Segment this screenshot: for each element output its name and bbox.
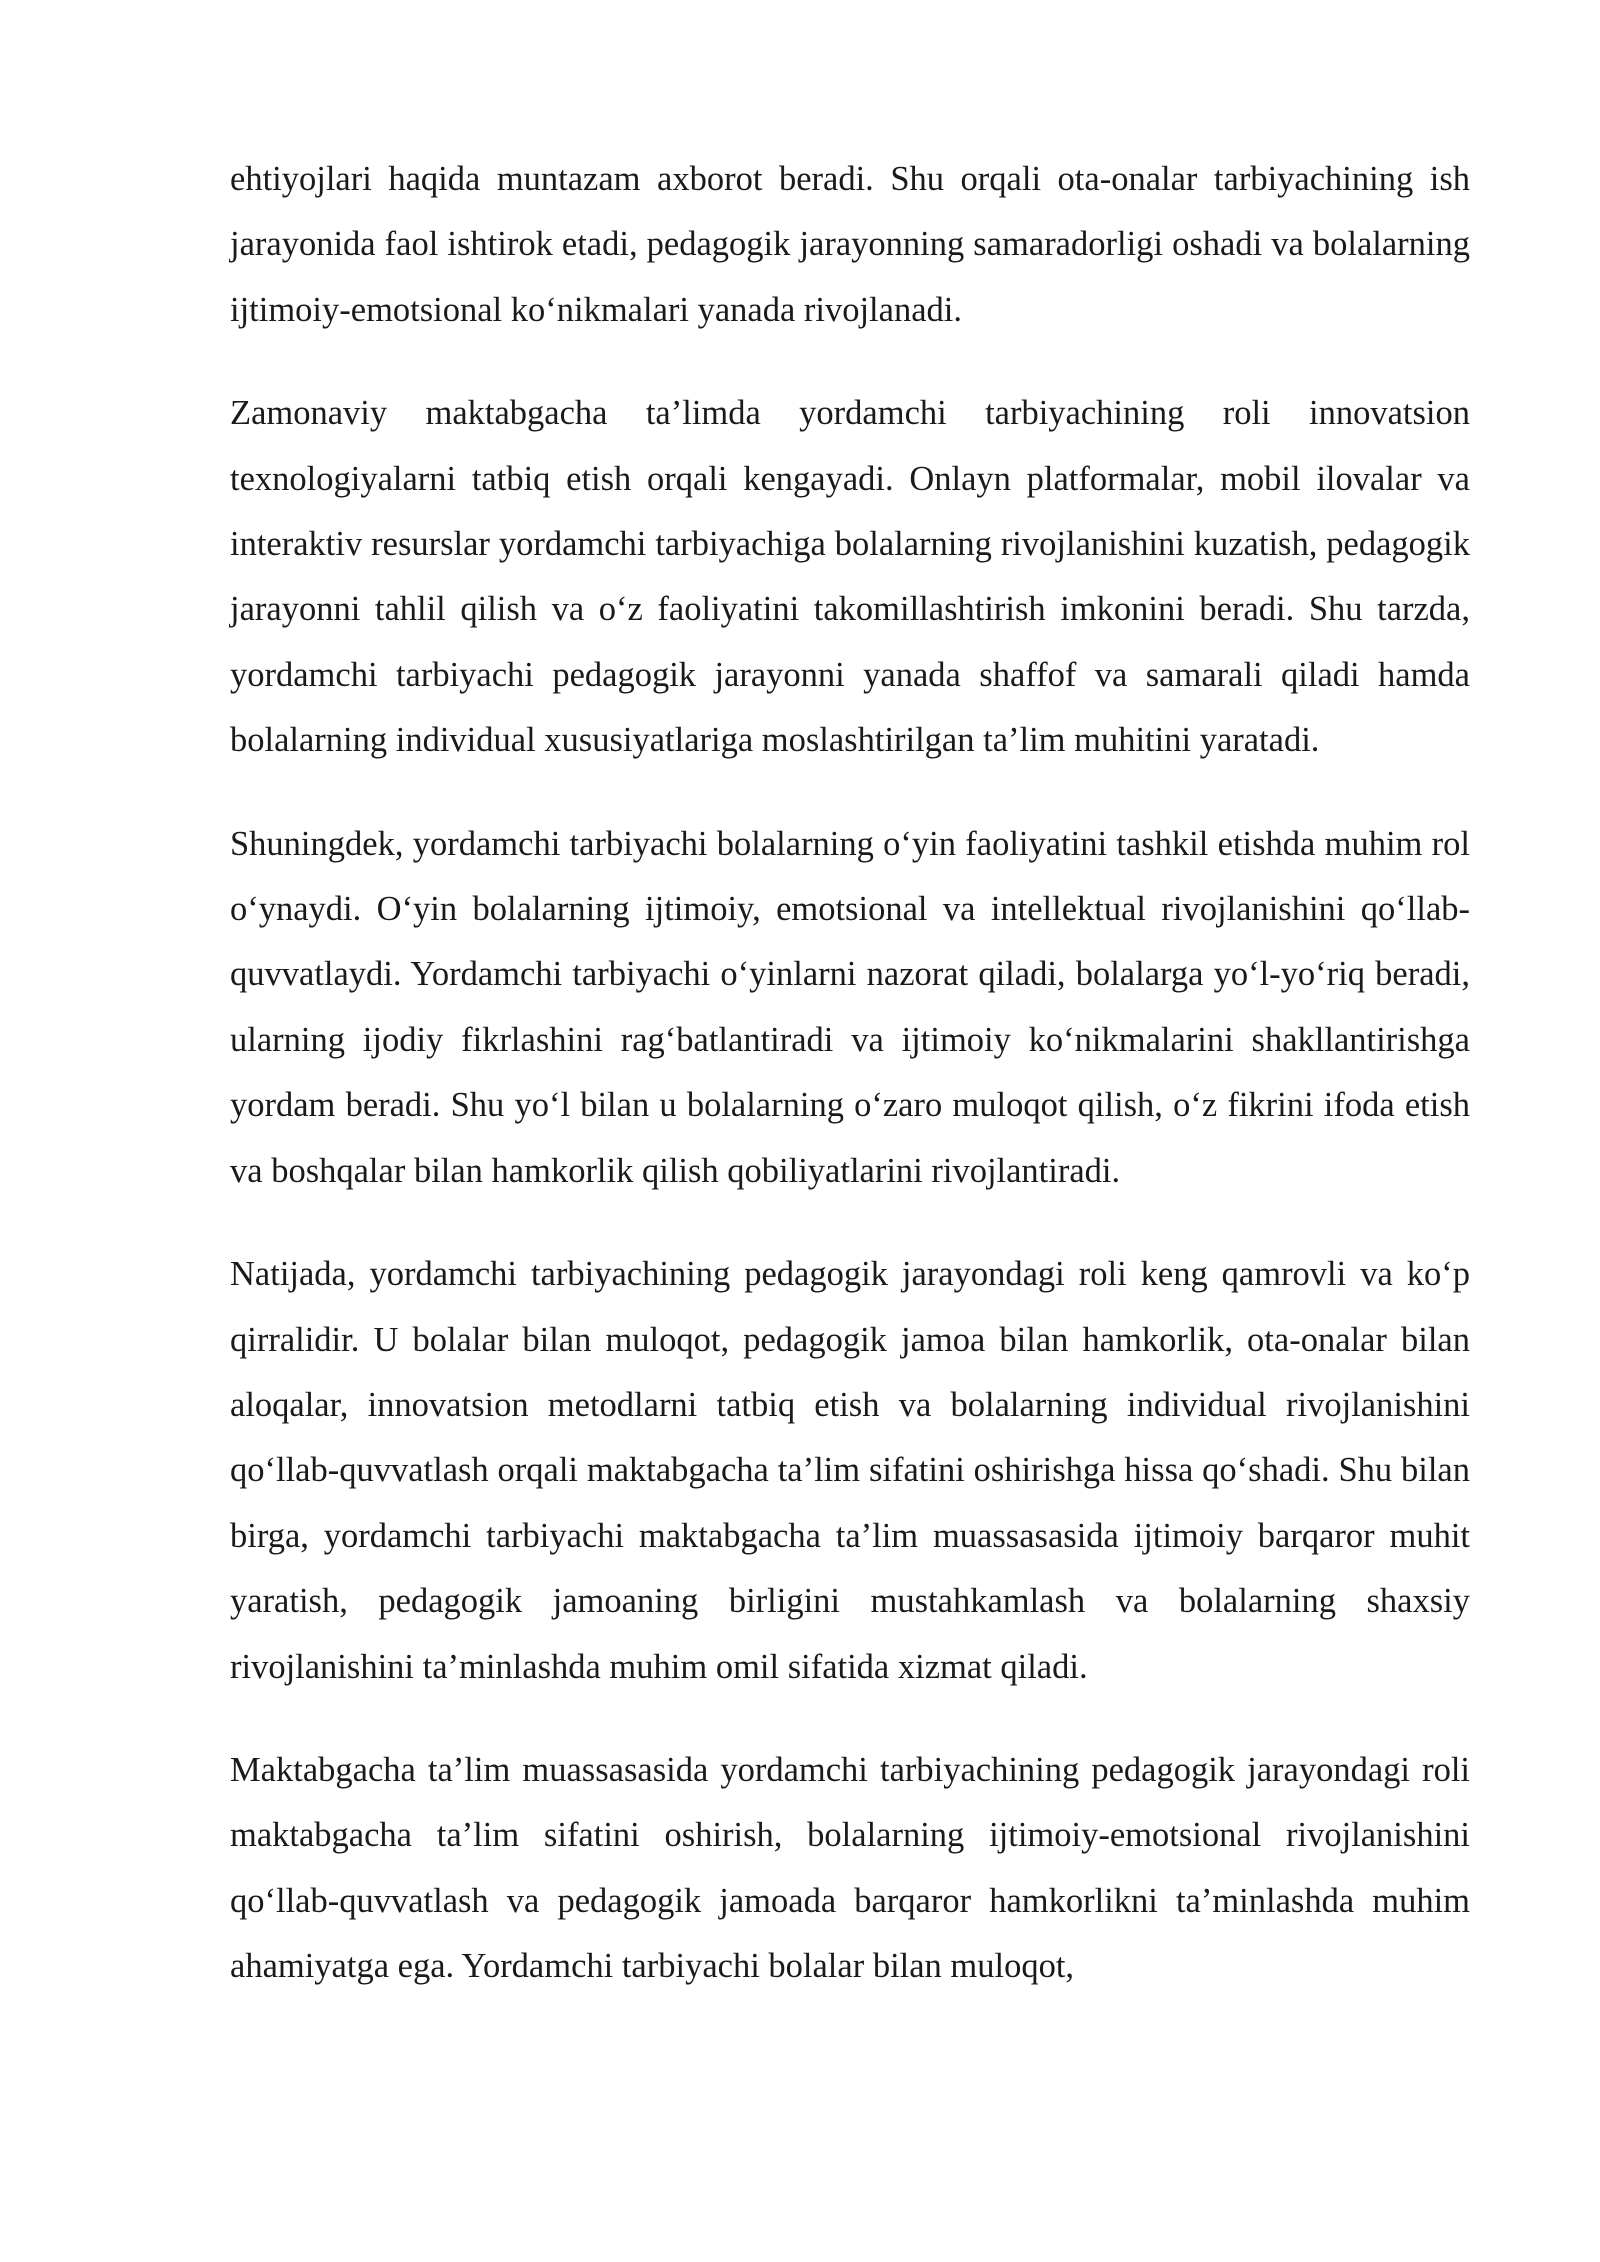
paragraph-4: Natijada, yordamchi tarbiyachining pedagogik jarayondagi roli keng qamrovli va ko‘p qirralidir. U bolalar bilan muloqot, pedagogik jamoa bilan hamkorlik, ota-onalar bilan aloqalar, innovatsion metodlarni tatbiq etish va bolalarning individual rivojlanishini qo‘llab-quvvatlash orqali maktabgacha ta’lim sifatini oshirishga hissa qo‘shadi. Shu bilan birga, yordamchi tarbiyachi maktabgacha ta’lim muassasasida ijtimoiy barqaror muhit yaratish, pedagogik jamoaning birligini mustahkamlash va bolalarning shaxsiy rivojlanishini ta’minlashda muhim omil sifatida xizmat qiladi. [230, 1255, 1470, 1686]
document-body [230, 147, 1470, 2000]
paragraph-3: Shuningdek, yordamchi tarbiyachi bolalarning o‘yin faoliyatini tashkil etishda muhim rol o‘ynaydi. O‘yin bolalarning ijtimoiy, emotsional va intellektual rivojlanishini qo‘llab-quvvatlaydi. Yordamchi tarbiyachi o‘yinlarni nazorat qiladi, bolalarga yo‘l-yo‘riq beradi, ularning ijodiy fikrlashini rag‘batlantiradi va ijtimoiy ko‘nikmalarini shakllantirishga yordam beradi. Shu yo‘l bilan u bolalarning o‘zaro muloqot qilish, o‘z fikrini ifoda etish va boshqalar bilan hamkorlik qilish qobiliyatlarini rivojlantiradi. [230, 824, 1470, 1190]
paragraph-5: Maktabgacha ta’lim muassasasida yordamchi tarbiyachining pedagogik jarayondagi roli maktabgacha ta’lim sifatini oshirish, bolalarning ijtimoiy-emotsional rivojlanishini qo‘llab-quvvatlash va pedagogik jamoada barqaror hamkorlikni ta’minlashda muhim ahamiyatga ega. Yordamchi tarbiyachi bolalar bilan muloqot, [230, 1750, 1470, 1986]
paragraph-2: Zamonaviy maktabgacha ta’limda yordamchi tarbiyachining roli innovatsion texnologiyalarni tatbiq etish orqali kengayadi. Onlayn platformalar, mobil ilovalar va interaktiv resurslar yordamchi tarbiyachiga bolalarning rivojlanishini kuzatish, pedagogik jarayonni tahlil qilish va o‘z faoliyatini takomillashtirish imkonini beradi. Shu tarzda, yordamchi tarbiyachi pedagogik jarayonni yanada shaffof va samarali qiladi hamda bolalarning individual xususiyatlariga moslashtirilgan ta’lim muhitini yaratadi. [230, 394, 1470, 760]
paragraph-1: ehtiyojlari haqida muntazam axborot beradi. Shu orqali ota-onalar tarbiyachining ish jarayonida faol ishtirok etadi, pedagogik jarayonning samaradorligi oshadi va bolalarning ijtimoiy-emotsional ko‘nikmalari yanada rivojlanadi. [230, 160, 1470, 329]
